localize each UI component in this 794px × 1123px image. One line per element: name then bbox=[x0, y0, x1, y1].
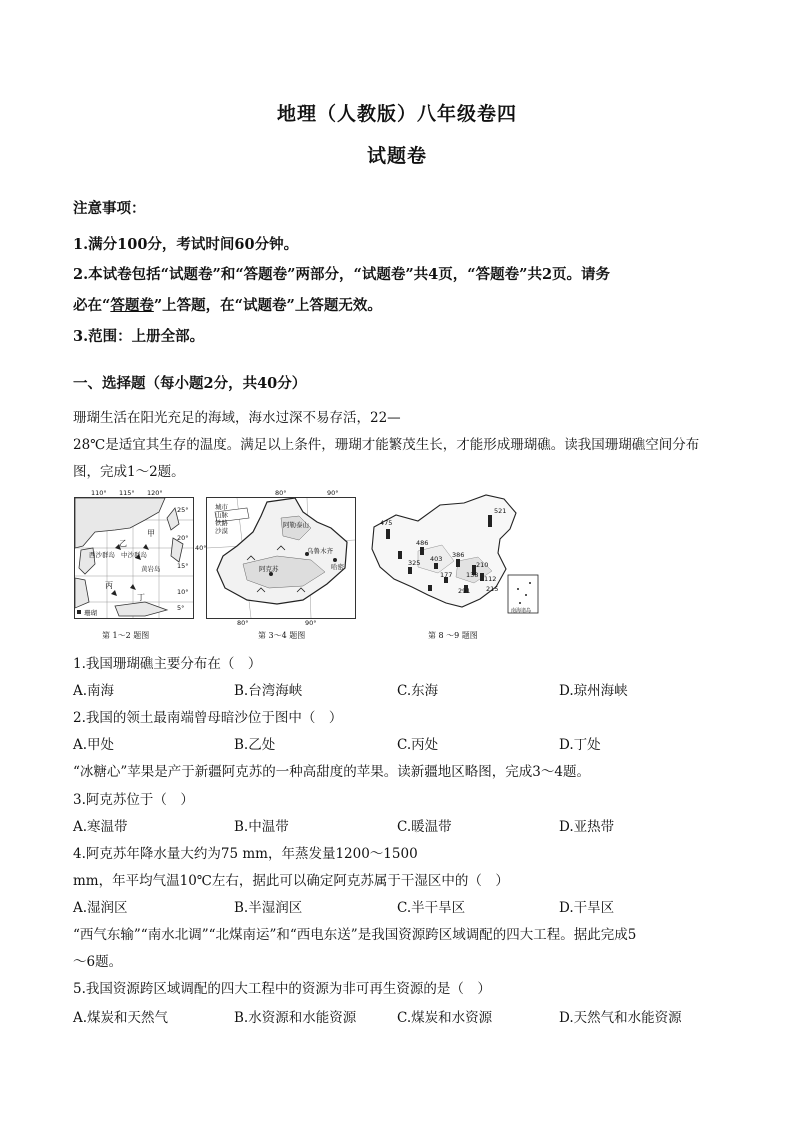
notice-item-2-line-2 bbox=[73, 294, 382, 315]
legend-label: 珊瑚 bbox=[84, 609, 97, 617]
place-label: 哈密 bbox=[331, 563, 344, 571]
option-d: D.琼州海峡 bbox=[559, 683, 628, 699]
question-stem: 3.阿克苏位于（ ） bbox=[73, 792, 194, 808]
longitude-label: 120° bbox=[147, 489, 163, 497]
passage-line: ～6题。 bbox=[73, 954, 123, 970]
option-a: A.甲处 bbox=[73, 737, 115, 753]
coral-reef-map bbox=[74, 489, 194, 619]
inset-label: 南海诸岛 bbox=[511, 608, 532, 614]
place-label: 阿勒泰山 bbox=[283, 521, 309, 529]
data-label: 521 bbox=[494, 507, 507, 515]
longitude-label: 80° bbox=[237, 619, 249, 627]
option-a: A.煤炭和天然气 bbox=[73, 1010, 169, 1026]
data-label: 177 bbox=[440, 571, 453, 579]
option-c: C.半干旱区 bbox=[397, 900, 466, 916]
option-b: B.水资源和水能资源 bbox=[234, 1010, 357, 1026]
latitude-label: 10° bbox=[177, 588, 189, 596]
question-stem: 2.我国的领土最南端曾母暗沙位于图中（ ） bbox=[73, 710, 343, 726]
option-c: C.暖温带 bbox=[397, 819, 452, 835]
passage-line: 28℃是适宜其生存的温度。满足以上条件，珊瑚才能繁茂生长，才能形成珊瑚礁。读我国珊瑚礁空间分布 bbox=[73, 437, 700, 453]
latitude-label: 5° bbox=[177, 604, 185, 612]
option-c: C.东海 bbox=[397, 683, 439, 699]
latitude-label: 25° bbox=[177, 506, 189, 514]
option-d: D.丁处 bbox=[559, 737, 601, 753]
longitude-label: 90° bbox=[327, 489, 339, 497]
data-label: 112 bbox=[484, 575, 497, 583]
notice-text: 必在“ bbox=[73, 297, 111, 314]
legend-label: 城市 bbox=[215, 503, 228, 511]
passage-line: 珊瑚生活在阳光充足的海域，海水过深不易存活，22— bbox=[73, 410, 401, 426]
option-d: D.亚热带 bbox=[559, 819, 615, 835]
china-map bbox=[368, 491, 546, 621]
section-heading: 一、选择题（每小题2分，共40分） bbox=[73, 375, 307, 392]
xinjiang-map bbox=[195, 489, 356, 627]
question-stem: 1.我国珊瑚礁主要分布在（ ） bbox=[73, 656, 262, 672]
place-label: 乌鲁木齐 bbox=[307, 547, 333, 555]
longitude-label: 110° bbox=[91, 489, 107, 497]
figure-caption: 第 3～4 题图 bbox=[258, 631, 306, 640]
legend-label: 山脉 bbox=[215, 511, 228, 519]
longitude-label: 80° bbox=[275, 489, 287, 497]
option-d: D.天然气和水能资源 bbox=[559, 1010, 682, 1026]
latitude-label: 15° bbox=[177, 562, 189, 570]
place-label: 西沙群岛 bbox=[89, 551, 115, 559]
place-label: 丁 bbox=[137, 593, 145, 602]
longitude-label: 115° bbox=[119, 489, 135, 497]
data-label: 475 bbox=[380, 519, 393, 527]
data-label: 386 bbox=[452, 551, 465, 559]
option-d: D.干旱区 bbox=[559, 900, 615, 916]
place-label: 阿克苏 bbox=[259, 565, 279, 573]
latitude-label: 20° bbox=[177, 534, 189, 542]
xinjiang-map-figure bbox=[207, 498, 355, 618]
legend-label: 沙漠 bbox=[215, 527, 228, 535]
place-label: 中沙群岛 bbox=[121, 551, 147, 559]
notice-item-3: 3.范围：上册全部。 bbox=[73, 328, 205, 345]
notice-item-1: 1.满分100分，考试时间60分钟。 bbox=[73, 236, 299, 253]
data-label: 210 bbox=[476, 561, 489, 569]
legend-label: 铁路 bbox=[215, 519, 228, 527]
question-stem: 4.阿克苏年降水量大约为75 mm，年蒸发量1200～1500 bbox=[73, 846, 418, 862]
data-label: 325 bbox=[408, 559, 421, 567]
option-b: B.台湾海峡 bbox=[234, 683, 303, 699]
option-a: A.湿润区 bbox=[73, 900, 128, 916]
passage-line: “西气东输”“南水北调”“北煤南运”和“西电东送”是我国资源跨区域调配的四大工程。据此完成5 bbox=[73, 927, 637, 943]
place-label: 黄岩岛 bbox=[141, 565, 161, 573]
latitude-label: 40° bbox=[195, 544, 207, 552]
page-title: 地理（人教版）八年级卷四 bbox=[276, 103, 517, 125]
place-label: 丙 bbox=[105, 581, 113, 590]
data-label: 215 bbox=[486, 585, 499, 593]
option-b: B.半湿润区 bbox=[234, 900, 303, 916]
page-subtitle: 试题卷 bbox=[366, 145, 427, 167]
notice-underlined-text: 答题卷 bbox=[110, 297, 154, 314]
question-stem: mm，年平均气温10℃左右，据此可以确定阿克苏属于干湿区中的（ ） bbox=[73, 873, 509, 889]
figure-caption: 第 8 ～9 题图 bbox=[428, 631, 478, 640]
longitude-label: 90° bbox=[305, 619, 317, 627]
option-b: B.乙处 bbox=[234, 737, 276, 753]
option-c: C.煤炭和水资源 bbox=[397, 1010, 493, 1026]
place-label: 乙 bbox=[119, 539, 127, 548]
question-stem: 5.我国资源跨区域调配的四大工程中的资源为非可再生资源的是（ ） bbox=[73, 981, 491, 997]
option-c: C.丙处 bbox=[397, 737, 439, 753]
data-label: 403 bbox=[430, 555, 443, 563]
data-label: 291 bbox=[458, 587, 471, 595]
option-b: B.中温带 bbox=[234, 819, 289, 835]
passage-line: “冰糖心”苹果是产于新疆阿克苏的一种高甜度的苹果。读新疆地区略图，完成3～4题。 bbox=[73, 764, 590, 780]
figure-caption: 第 1～2 题图 bbox=[102, 631, 150, 640]
option-a: A.南海 bbox=[73, 683, 115, 699]
passage-line: 图，完成1～2题。 bbox=[73, 464, 185, 480]
notice-text: ”上答题，在“试题卷”上答题无效。 bbox=[153, 297, 382, 314]
option-a: A.寒温带 bbox=[73, 819, 128, 835]
notice-item-2-line-1: 2.本试卷包括“试题卷”和“答题卷”两部分，“试题卷”共4页，“答题卷”共2页。请务 bbox=[73, 266, 611, 283]
notice-heading: 注意事项： bbox=[73, 200, 146, 217]
place-label: 甲 bbox=[147, 529, 155, 538]
data-label: 486 bbox=[416, 539, 429, 547]
data-label: 138 bbox=[466, 571, 479, 579]
